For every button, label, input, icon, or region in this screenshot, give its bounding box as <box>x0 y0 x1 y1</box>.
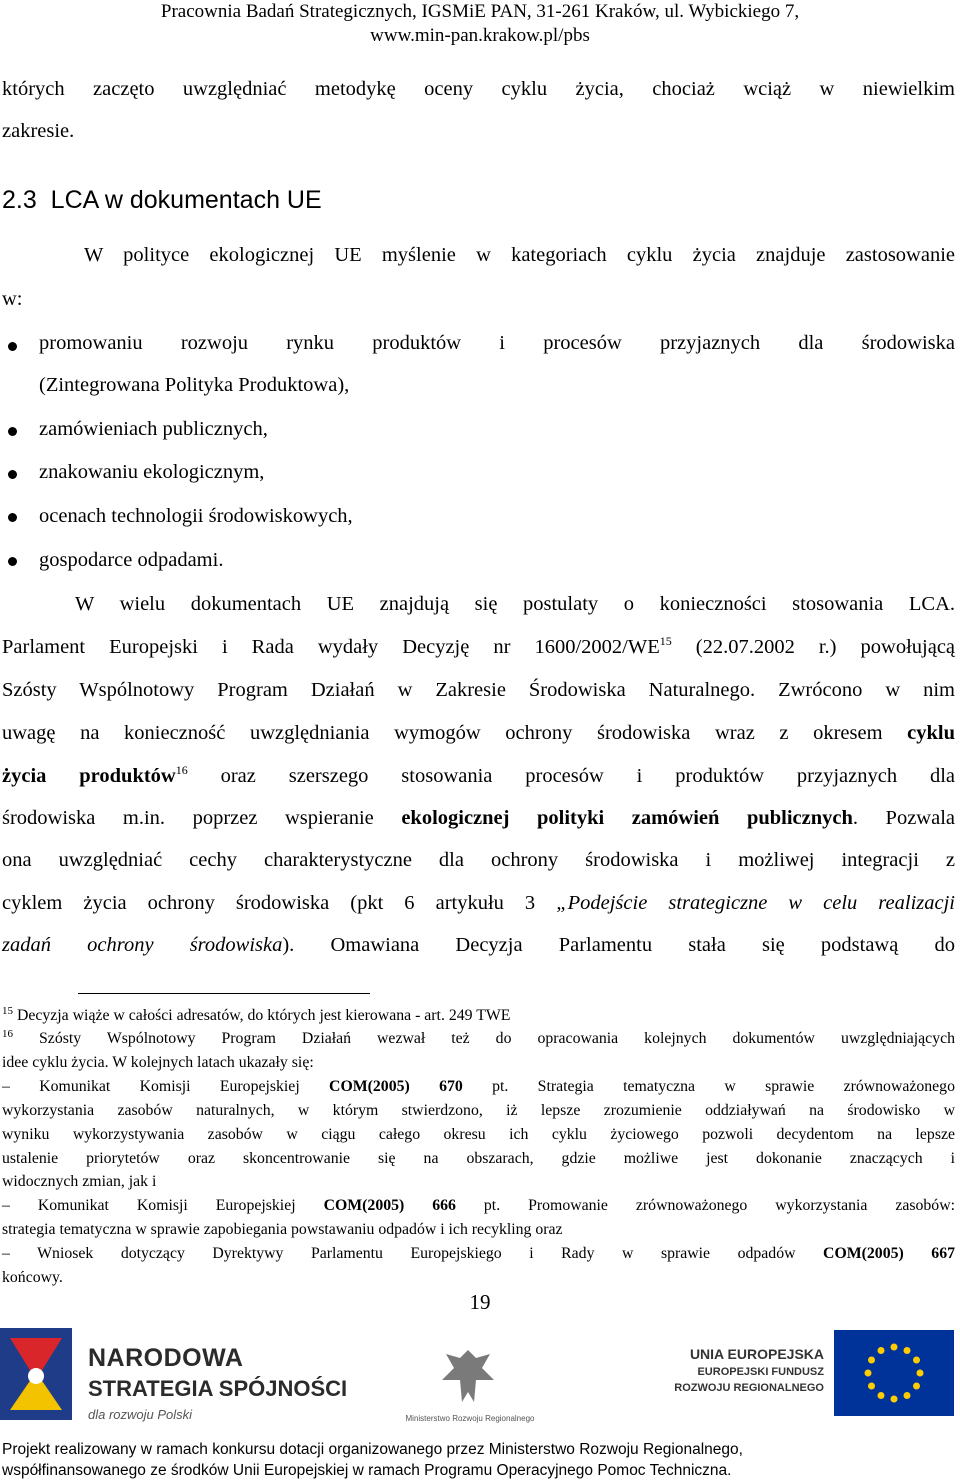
logo-bar <box>0 1310 960 1438</box>
para1-line-2: w: <box>2 288 23 310</box>
section-title: LCA w dokumentach UE <box>50 186 322 214</box>
bullet-dot <box>8 513 17 522</box>
footer-line-1: Projekt realizowany w ramach konkursu dotacji organizowanego przez Ministerstwo Rozwoju Regionalnego, <box>2 1441 743 1458</box>
eu-label-line3: ROZWOJU REGIONALNEGO <box>674 1382 824 1394</box>
footnote-ref-15[interactable]: 15 <box>659 634 672 648</box>
bullet-dot <box>8 470 17 479</box>
footnote-16-line-10: – Wniosek dotyczący Dyrektywy Parlamentu Europejskiego i Rady w sprawie odpadów COM(2005) 667 <box>2 1245 955 1262</box>
section-heading <box>2 186 322 215</box>
footnote-16-line-5: wyniku wykorzystywania zasobów w ciągu całego okresu ich cyklu życiowego pozwoli decydentom na lepsze <box>2 1126 955 1143</box>
footnote-15: $^{15}$ Decyzja wiąże w całości adresatów, do których jest kierowana - art. 249 TWE <box>2 1005 511 1024</box>
footnote-16-line-3: – Komunikat Komisji Europejskiej COM(2005) 670 pt. Strategia tematyczna w sprawie zrównoważonego <box>2 1078 955 1095</box>
nss-title-line1: NARODOWA <box>88 1344 244 1372</box>
footnote-16-line-8: – Komunikat Komisji Europejskiej COM(2005) 666 pt. Promowanie zrównoważonego wykorzystania zasobów: <box>2 1197 956 1214</box>
para1-line-1: W polityce ekologicznej UE myślenie w kategoriach cyklu życia znajduje zastosowanie <box>84 244 955 266</box>
para2-line-8: cyklem życia ochrony środowiska (pkt 6 artykułu 3 „Podejście strategiczne w celu realizacji <box>2 892 955 914</box>
footnote-ref-16[interactable]: 16 <box>175 763 188 777</box>
page-number: 19 <box>469 1290 491 1314</box>
nss-subtitle: dla rozwoju Polski <box>88 1407 193 1422</box>
intro-line-1: których zaczęto uwzględniać metodykę oceny cyklu życia, chociaż wciąż w niewielkim <box>2 78 955 100</box>
footnote-16-line-7: widocznych zmian, jak i <box>2 1173 157 1190</box>
nss-title-line2: STRATEGIA SPÓJNOŚCI <box>88 1376 348 1401</box>
footnote-16-line-1: $^{16}$ Szósty Wspólnotowy Program Działań wezwał też do opracowania kolejnych dokumentów uwzględniających <box>2 1028 956 1047</box>
bullet-dot <box>8 427 17 436</box>
para2-line-3: Szósty Wspólnotowy Program Działań w Zakresie Środowiska Naturalnego. Zwrócono w nim <box>2 679 955 701</box>
eu-flag-icon <box>834 1330 954 1416</box>
intro-line-2: zakresie. <box>2 120 75 142</box>
bullet-4: ocenach technologii środowiskowych, <box>39 505 353 527</box>
polish-eagle-emblem-icon <box>442 1350 494 1402</box>
eu-label-line2: EUROPEJSKI FUNDUSZ <box>697 1366 824 1378</box>
bullet-3: znakowaniu ekologicznym, <box>39 461 265 483</box>
footnote-separator <box>78 993 370 994</box>
nss-logo-mark <box>0 1328 72 1420</box>
para2-line-5: życia produktów$^{16}$ oraz szerszego stosowania procesów i produktów przyjaznych dla <box>2 763 956 787</box>
para2-line-1: W wielu dokumentach UE znajdują się postulaty o konieczności stosowania LCA. <box>75 593 955 615</box>
bullet-dot <box>8 557 17 566</box>
para2-line-9: zadań ochrony środowiska). Omawiana Decyzja Parlamentu stała się podstawą do <box>2 934 955 956</box>
page-header-url: www.min-pan.krakow.pl/pbs <box>370 25 590 46</box>
footnote-16-line-6: ustalenie priorytetów oraz skoncentrowanie się na obszarach, gdzie możliwe jest dokonanie znaczących i <box>2 1150 955 1167</box>
para2-line-2: Parlament Europejski i Rada wydały Decyzję nr 1600/2002/WE$^{15}$ (22.07.2002 r.) powołującą <box>2 634 956 658</box>
footnote-16-line-2: idee cyklu życia. W kolejnych latach ukazały się: <box>2 1054 314 1071</box>
footnote-16-line-4: wykorzystania zasobów naturalnych, w którym stwierdzono, iż lepsze zrozumienie oddziaływań na środowisko w <box>2 1102 955 1119</box>
bullet-1-line-2: (Zintegrowana Polityka Produktowa), <box>39 374 350 396</box>
eu-label-line1: UNIA EUROPEJSKA <box>689 1346 824 1362</box>
bullet-dot <box>8 342 17 351</box>
para2-line-6: środowiska m.in. poprzez wspieranie ekologicznej polityki zamówień publicznych. Pozwala <box>2 807 956 829</box>
footnote-16-line-11: końcowy. <box>2 1269 63 1286</box>
bullet-2: zamówieniach publicznych, <box>39 418 268 440</box>
bullet-1-line-1: promowaniu rozwoju rynku produktów i procesów przyjaznych dla środowiska <box>39 332 955 354</box>
section-number: 2.3 <box>2 186 37 214</box>
footer-line-2: współfinansowanego ze środków Unii Europejskiej w ramach Programu Operacyjnego Pomoc Techniczna. <box>2 1462 732 1479</box>
footnote-16-line-9: strategia tematyczna w sprawie zapobiegania powstawaniu odpadów i ich recykling oraz <box>2 1221 563 1238</box>
para2-line-7: ona uwzględniać cechy charakterystyczne dla ochrony środowiska i możliwej integracji z <box>2 849 955 871</box>
para2-line-4: uwagę na konieczność uwzględniania wymogów ochrony środowiska wraz z okresem cyklu <box>2 722 955 744</box>
ministry-caption: Ministerstwo Rozwoju Regionalnego <box>405 1414 535 1423</box>
page-header-line1: Pracownia Badań Strategicznych, IGSMiE PAN, 31-261 Kraków, ul. Wybickiego 7, <box>160 1 800 22</box>
bullet-5: gospodarce odpadami. <box>39 549 224 571</box>
